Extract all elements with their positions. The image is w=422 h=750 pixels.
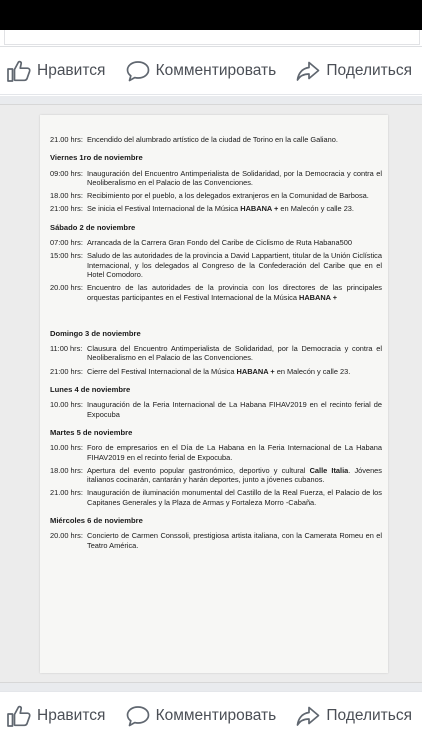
comment-label: Комментировать (155, 706, 277, 724)
share-arrow-icon (295, 704, 321, 728)
event-description: Encuentro de las autoridades de la provincia con los directores de las principales orquestas participantes en el Festival Internacional de la Música HABANA + (87, 283, 382, 302)
event-description: Apertura del evento popular gastronómico, deportivo y cultural Calle Italia. Jóvenes italianos cocinarán, cantarán y harán deportes, junto a jóvenes cubanos. (87, 465, 382, 485)
event-time: 21.00 hrs: (50, 488, 83, 498)
schedule-event (50, 204, 382, 213)
event-description: Inauguración de la Feria Internacional de La Habana FIHAV2019 en el recinto ferial de Expocuba (87, 400, 382, 419)
event-time: 09:00 hrs: (50, 168, 83, 178)
event-time: 10.00 hrs: (50, 443, 83, 453)
event-description: Foro de empresarios en el Día de La Habana en la Feria Internacional de La Habana FIHAV2019 en el recinto ferial de Expocuba. (87, 443, 382, 462)
event-time: 21:00 hrs: (50, 204, 83, 214)
day-heading: Sábado 2 de noviembre (50, 222, 136, 232)
event-time: 20.00 hrs: (50, 531, 83, 541)
share-button-bottom[interactable] (295, 704, 412, 728)
schedule-event (50, 531, 382, 550)
comment-label: Комментировать (155, 61, 277, 79)
event-description: Concierto de Carmen Conssoli, prestigiosa artista italiana, con la Camerata Romeu en el Teatro América. (87, 531, 382, 550)
thumbs-up-icon (6, 704, 32, 728)
event-highlight: HABANA + (299, 292, 338, 302)
status-bar (0, 0, 422, 30)
event-description: Inauguración de iluminación monumental del Castillo de la Real Fuerza, el Palacio de los Capitanes Generales y la Plaza de Armas y Fortaleza Morro -Cabaña. (87, 488, 382, 507)
document-page (40, 115, 388, 673)
feed-separator (0, 96, 422, 104)
share-label: Поделиться (326, 706, 412, 724)
schedule-event (50, 191, 382, 200)
home-indicator-area (0, 739, 422, 750)
post-photo[interactable] (0, 104, 422, 683)
event-highlight: HABANA + (240, 204, 279, 214)
event-description: Clausura del Encuentro Antimperialista de Solidaridad, por la Democracia y contra el Neoliberalismo en el Palacio de las Convenciones. (87, 344, 382, 363)
day-heading: Domingo 3 de noviembre (50, 328, 141, 338)
schedule-event (50, 443, 382, 462)
post-actions-bar-bottom (0, 691, 422, 739)
event-time: 10.00 hrs: (50, 400, 83, 410)
schedule-event (50, 169, 382, 188)
day-heading: Viernes 1ro de noviembre (50, 153, 143, 163)
event-description: Cierre del Festival Internacional de la Música HABANA + en Malecón y calle 23. (87, 366, 351, 376)
event-time: 11:00 hrs: (50, 344, 83, 354)
event-time: 20.00 hrs: (50, 283, 83, 293)
schedule-event (50, 251, 382, 279)
event-description: Arrancada de la Carrera Gran Fondo del Caribe de Ciclismo de Ruta Habana500 (87, 238, 352, 248)
event-description: Se inicia el Festival Internacional de la Música HABANA + en Malecón y calle 23. (87, 204, 354, 214)
schedule-event (50, 488, 382, 507)
schedule-event (50, 466, 382, 485)
event-description: Encendido del alumbrado artístico de la ciudad de Torino en la calle Galiano. (87, 135, 338, 144)
schedule-event (50, 283, 382, 302)
event-time: 21:00 hrs: (50, 366, 83, 376)
day-heading: Lunes 4 de noviembre (50, 385, 131, 395)
like-label: Нравится (37, 706, 106, 724)
share-arrow-icon (295, 59, 321, 83)
event-description: Inauguración del Encuentro Antimperialista de Solidaridad, por la Democracia y contra el Neoliberalismo en el Palacio de las Convenciones. (87, 168, 382, 187)
event-time: 21.00 hrs: (50, 135, 83, 144)
schedule-event (50, 367, 382, 376)
event-highlight: Calle Italia (309, 465, 349, 475)
day-heading: Miércoles 6 de noviembre (50, 516, 143, 526)
event-description: Recibimiento por el pueblo, a los delegados extranjeros en la Comunidad de Barbosa. (87, 191, 369, 201)
speech-bubble-icon (125, 704, 151, 728)
previous-post-card-edge (0, 30, 422, 47)
comment-button[interactable] (125, 59, 277, 83)
post-actions-bar-top (0, 47, 422, 95)
event-time: 07:00 hrs: (50, 238, 83, 248)
event-highlight: HABANA + (236, 366, 275, 376)
schedule-document (50, 135, 382, 554)
like-button[interactable] (6, 59, 105, 83)
share-label: Поделиться (326, 61, 412, 79)
speech-bubble-icon (125, 59, 151, 83)
comment-button-bottom[interactable] (125, 704, 277, 728)
schedule-event (50, 344, 382, 363)
previous-post-card-border (4, 30, 420, 45)
event-time: 18.00 hrs: (50, 465, 83, 475)
schedule-event (50, 238, 382, 247)
schedule-event (50, 135, 382, 144)
like-button-bottom[interactable] (6, 704, 105, 728)
like-label: Нравится (37, 61, 106, 79)
feed-separator-bottom (0, 683, 422, 691)
schedule-event (50, 400, 382, 419)
thumbs-up-icon (6, 59, 32, 83)
day-heading: Martes 5 de noviembre (50, 427, 133, 437)
share-button[interactable] (295, 59, 412, 83)
event-time: 18.00 hrs: (50, 191, 83, 201)
event-description: Saludo de las autoridades de la provincia a David Lappartient, titular de la Unión Ciclística Internacional, y los delegados al Congreso de la Confederación del Caribe que en el Hotel Comodoro. (87, 251, 382, 279)
event-time: 15:00 hrs: (50, 251, 83, 261)
